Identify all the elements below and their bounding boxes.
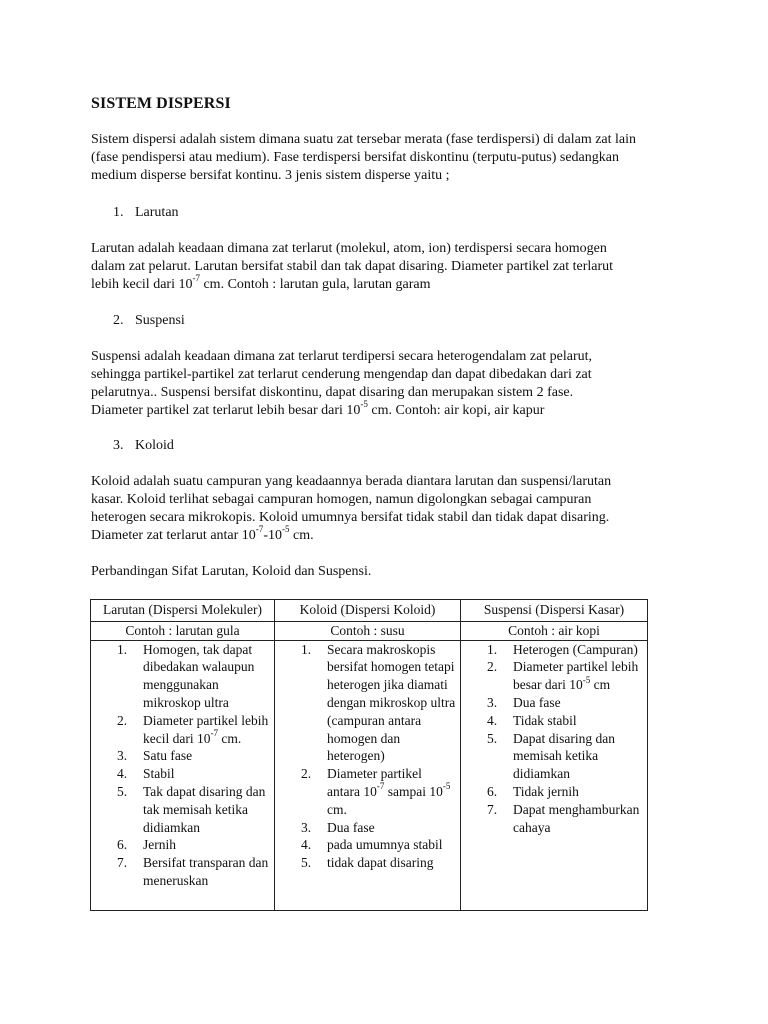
section-title: Suspensi — [135, 313, 185, 328]
paragraph-line: heterogen secara mikrokopis. Koloid umumnya bersifat tidak stabil dan tidak dapat disaring. — [91, 510, 610, 525]
paragraph-line: dalam zat pelarut. Larutan bersifat stabil dan tak dapat disaring. Diameter partikel zat terlarut — [91, 259, 614, 274]
list-item: 3. Satu fase — [117, 748, 193, 764]
list-item: 7. Bersifat transparan dan meneruskan — [117, 855, 269, 888]
header-suspensi: Suspensi (Dispersi Kasar) — [461, 600, 648, 622]
paragraph-line: sehingga partikel-partikel zat terlarut cenderung mengendap dan dapat dibedakan dari zat — [91, 367, 592, 382]
paragraph-line: Diameter zat terlarut antar $10^{-7}-10^{-5}$ cm. — [91, 524, 314, 543]
section-heading-koloid — [113, 437, 174, 455]
list-item: 2. Diameter partikel lebih kecil dari $10^{-7}$ cm. — [117, 712, 269, 746]
table-header-row — [91, 600, 648, 622]
intro-paragraph — [91, 131, 691, 185]
list-item: 2. Diameter partikel lebih besar dari $10^{-5}$ cm — [487, 659, 639, 693]
section-heading-larutan — [113, 204, 179, 222]
larutan-paragraph — [91, 240, 691, 294]
list-item: 1. Secara makroskopis bersifat homogen tetapi heterogen jika diamati dengan mikroskop ultra (campuran antara homogen dan heterogen) — [301, 641, 456, 764]
list-item: 5. tidak dapat disaring — [301, 855, 434, 871]
section-number: 2. — [113, 313, 124, 328]
header-koloid: Koloid (Dispersi Koloid) — [275, 600, 461, 622]
list-item: 5. Tak dapat disaring dan tak memisah ketika didiamkan — [117, 783, 266, 835]
comparison-table — [90, 599, 648, 911]
list-item: 6. Tidak jernih — [487, 783, 579, 799]
example-suspensi: Contoh : air kopi — [461, 621, 648, 640]
intro-line: medium disperse bersifat kontinu. 3 jenis sistem disperse yaitu ; — [91, 168, 450, 183]
table-example-row — [91, 621, 648, 640]
intro-line: (fase pendispersi atau medium). Fase terdispersi bersifat diskontinu (terputu-putus) sedangkan — [91, 150, 619, 165]
paragraph-line: Suspensi adalah keadaan dimana zat terlarut terdipersi secara heterogendalam zat pelarut, — [91, 349, 593, 364]
table-properties-row — [91, 640, 648, 910]
section-title: Koloid — [135, 438, 174, 453]
header-larutan: Larutan (Dispersi Molekuler) — [91, 600, 275, 622]
list-item: 4. pada umumnya stabil — [301, 837, 443, 853]
page-title: SISTEM DISPERSI — [91, 95, 231, 112]
larutan-properties — [91, 640, 275, 910]
paragraph-line: kasar. Koloid terlihat sebagai campuran homogen, namun digolongkan sebagai campuran — [91, 492, 592, 507]
paragraph-line: pelarutnya.. Suspensi bersifat diskontinu, dapat disaring dan merupakan sistem 2 fase. — [91, 385, 574, 400]
paragraph-line: Koloid adalah suatu campuran yang keadaannya berada diantara larutan dan suspensi/larutan — [91, 474, 612, 489]
section-number: 1. — [113, 205, 124, 220]
list-item: 4. Stabil — [117, 766, 175, 782]
example-larutan: Contoh : larutan gula — [91, 621, 275, 640]
list-item: 4. Tidak stabil — [487, 712, 577, 728]
list-item: 5. Dapat disaring dan memisah ketika didiamkan — [487, 730, 615, 782]
list-item: 3. Dua fase — [301, 819, 375, 835]
section-heading-suspensi — [113, 312, 185, 330]
list-item: 6. Jernih — [117, 837, 176, 853]
paragraph-line: Diameter partikel zat terlarut lebih besar dari $10^{-5}$ cm. Contoh: air kopi, air kapur — [91, 399, 545, 418]
list-item: 1. Heterogen (Campuran) — [487, 641, 638, 657]
koloid-properties — [275, 640, 461, 910]
suspensi-properties — [461, 640, 648, 910]
comparison-caption: Perbandingan Sifat Larutan, Koloid dan Suspensi. — [91, 564, 372, 579]
paragraph-line: Larutan adalah keadaan dimana zat terlarut (molekul, atom, ion) terdispersi secara homogen — [91, 241, 607, 256]
suspensi-paragraph — [91, 348, 691, 420]
list-item: 3. Dua fase — [487, 694, 561, 710]
list-item: 2. Diameter partikel antara $10^{-7}$ sampai $10^{-5}$ cm. — [301, 766, 451, 817]
section-title: Larutan — [135, 205, 179, 220]
section-number: 3. — [113, 438, 124, 453]
paragraph-line: lebih kecil dari $10^{-7}$ cm. Contoh : larutan gula, larutan garam — [91, 273, 431, 292]
intro-line: Sistem dispersi adalah sistem dimana suatu zat tersebar merata (fase terdispersi) di dalam zat lain — [91, 132, 637, 147]
list-item: 7. Dapat menghamburkan cahaya — [487, 801, 640, 835]
list-item: 1. Homogen, tak dapat dibedakan walaupun menggunakan mikroskop ultra — [117, 641, 255, 710]
example-koloid: Contoh : susu — [275, 621, 461, 640]
koloid-paragraph — [91, 473, 691, 545]
